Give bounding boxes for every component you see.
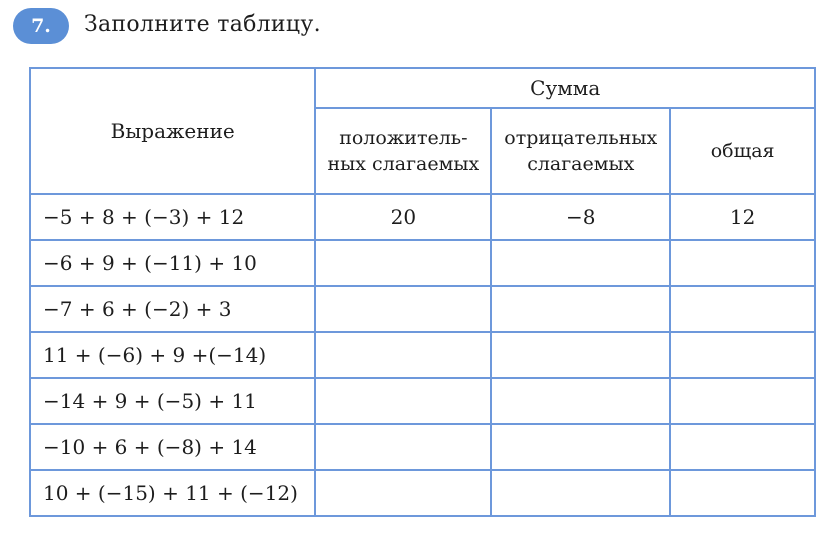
negative-sum-cell[interactable] xyxy=(491,332,670,378)
positive-sum-cell[interactable] xyxy=(315,332,491,378)
negative-sum-cell[interactable] xyxy=(491,240,670,286)
task-number: 7. xyxy=(31,15,51,37)
negative-sum-cell[interactable] xyxy=(491,424,670,470)
total-sum-cell[interactable] xyxy=(670,240,815,286)
negative-sum-cell[interactable] xyxy=(491,378,670,424)
header-negative-label: отрицательных слагаемых xyxy=(504,127,658,175)
expression-cell: −5 + 8 + (−3) + 12 xyxy=(30,194,315,240)
negative-sum-cell[interactable] xyxy=(491,470,670,516)
total-sum-cell[interactable] xyxy=(670,332,815,378)
sum-table xyxy=(29,67,816,517)
expression-cell: 10 + (−15) + 11 + (−12) xyxy=(30,470,315,516)
positive-sum-cell[interactable]: 20 xyxy=(315,194,491,240)
positive-sum-cell[interactable] xyxy=(315,378,491,424)
task-title: Заполните таблицу. xyxy=(84,12,321,37)
negative-sum-cell[interactable]: −8 xyxy=(491,194,670,240)
table-row xyxy=(30,240,815,286)
expression-cell: −7 + 6 + (−2) + 3 xyxy=(30,286,315,332)
header-positive-label: положитель- ных слагаемых xyxy=(327,127,480,175)
total-sum-cell[interactable] xyxy=(670,378,815,424)
positive-sum-cell[interactable] xyxy=(315,424,491,470)
negative-sum-cell[interactable] xyxy=(491,286,670,332)
header-expression xyxy=(30,68,315,194)
header-sum xyxy=(315,68,815,108)
header-negative xyxy=(491,108,670,194)
table-row xyxy=(30,194,815,240)
positive-sum-cell[interactable] xyxy=(315,240,491,286)
table-row xyxy=(30,286,815,332)
header-sum-label: Сумма xyxy=(530,75,601,100)
positive-sum-cell[interactable] xyxy=(315,286,491,332)
expression-cell: 11 + (−6) + 9 +(−14) xyxy=(30,332,315,378)
total-sum-cell[interactable] xyxy=(670,424,815,470)
expression-cell: −10 + 6 + (−8) + 14 xyxy=(30,424,315,470)
header-positive xyxy=(315,108,491,194)
expression-cell: −14 + 9 + (−5) + 11 xyxy=(30,378,315,424)
header-total-label: общая xyxy=(710,140,775,162)
table-row xyxy=(30,424,815,470)
table-row xyxy=(30,332,815,378)
table-row xyxy=(30,378,815,424)
total-sum-cell[interactable] xyxy=(670,470,815,516)
total-sum-cell[interactable]: 12 xyxy=(670,194,815,240)
expression-cell: −6 + 9 + (−11) + 10 xyxy=(30,240,315,286)
positive-sum-cell[interactable] xyxy=(315,470,491,516)
header-expression-label: Выражение xyxy=(110,118,235,143)
table-row xyxy=(30,470,815,516)
header-total xyxy=(670,108,815,194)
task-number-badge xyxy=(13,8,69,44)
total-sum-cell[interactable] xyxy=(670,286,815,332)
